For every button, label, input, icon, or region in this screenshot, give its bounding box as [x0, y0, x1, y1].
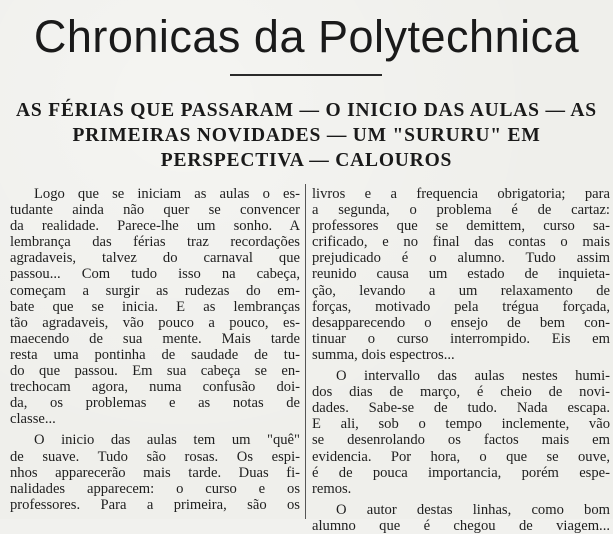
- text-line: remos.: [312, 480, 352, 497]
- text-line: dades. Sabe-se de tudo. Nada escapa.: [312, 400, 610, 417]
- text-line: alumno que é chegou de viagem...: [312, 517, 610, 534]
- text-line: se desenrolando os factos mais em: [312, 432, 610, 449]
- text-line: bate que se inicia. E as lembranças: [10, 298, 300, 315]
- text-line: summa, dois espectros...: [312, 346, 455, 363]
- headline-rule: [230, 74, 382, 76]
- text-line: nalidades apparecem: o curso e os: [10, 480, 300, 497]
- text-line: ção, levando a um relaxamento de: [312, 282, 610, 299]
- text-line: de suave. Tudo são rosas. Os espi-: [10, 448, 300, 465]
- subheadline-line: AS FÉRIAS QUE PASSARAM — O INICIO DAS AULAS — AS: [16, 100, 597, 121]
- text-line: crificado, e no final das contas o mais: [312, 234, 610, 251]
- text-line: classe...: [10, 411, 56, 428]
- text-line: maecendo de sua mente. Mais tarde: [10, 330, 300, 347]
- text-line: desapparecendo o ensejo de bem con-: [312, 314, 610, 331]
- text-line: tinuar o curso interrompido. Eis em: [312, 330, 610, 347]
- text-line: O inicio das aulas tem um "quê": [34, 432, 300, 449]
- text-line: dos dias de março, é cheio de novi-: [312, 384, 610, 401]
- text-line: começam a surgir as rudezas do em-: [10, 282, 300, 299]
- column-divider: [305, 184, 306, 519]
- text-line: O autor destas linhas, como bom: [336, 501, 610, 518]
- text-line: professores que se demittem, curso sa-: [312, 218, 610, 235]
- text-line: agradaveis, talvez do carnaval que: [10, 250, 300, 267]
- text-line: forças, motivado pela trégua forçada,: [312, 298, 610, 315]
- text-line: professores. Para a primeira, são os: [10, 496, 300, 513]
- text-line: da, os problemas e as notas de: [10, 395, 300, 412]
- text-line: da realidade. Parece-lhe um sonho. A: [10, 218, 300, 235]
- subheadline-line: PRIMEIRAS NOVIDADES — UM "SURURU" EM: [72, 125, 541, 146]
- text-line: evidencia. Por hora, o que se ouve,: [312, 448, 610, 465]
- subheadline-line: PERSPECTIVA — CALOUROS: [160, 150, 453, 171]
- text-line: tão agradaveis, vão pouco a pouco, es-: [10, 314, 300, 331]
- text-line: passou... Com tudo isso na cabeça,: [10, 266, 300, 283]
- text-line: é de pouca importancia, porém espe-: [312, 464, 610, 481]
- text-line: a segunda, o problema é de cartaz:: [312, 202, 610, 219]
- text-line: livros e a frequencia obrigatoria; para: [312, 186, 610, 202]
- text-line: nhos apparecerão mais tarde. Duas fi-: [10, 464, 300, 481]
- text-line: do que passou. Em sua cabeça se en-: [10, 363, 300, 380]
- article-subheadline: [0, 98, 613, 173]
- text-line: tudante ainda não quer se convencer: [10, 202, 300, 219]
- right-column: [312, 186, 610, 534]
- left-column: [10, 186, 300, 513]
- text-line: trechocam agora, numa confusão doi-: [10, 379, 300, 396]
- text-line: E ali, sob o tempo inclemente, vão: [312, 416, 610, 433]
- text-line: reunido causa um estado de inquieta-: [312, 266, 610, 283]
- text-line: Logo que se iniciam as aulas o es-: [34, 186, 300, 202]
- text-line: O intervallo das aulas nestes humi-: [336, 368, 610, 385]
- article-headline: Chronicas da Polytechnica: [33, 11, 580, 62]
- text-line: resta uma pontinha de saudade de tu-: [10, 346, 300, 363]
- text-line: lembrança das férias traz recordações: [10, 234, 300, 251]
- text-line: prejudicado é o alumno. Tudo assim: [312, 250, 610, 267]
